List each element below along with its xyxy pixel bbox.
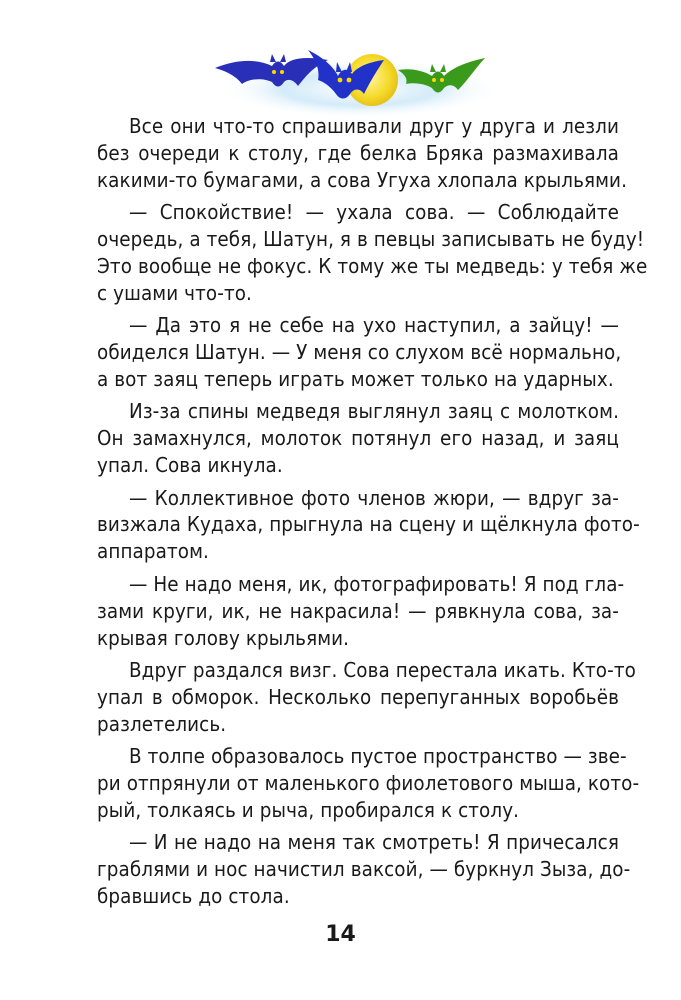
text-line: — Спокойствие! — ухала сова. — Соблюдайте [129, 200, 619, 225]
page-number: 14 [325, 922, 356, 947]
text-line: разлетелись. [97, 711, 227, 736]
paragraph [97, 312, 622, 393]
text-line: бравшись до стола. [97, 884, 290, 909]
text-line: а вот заяц теперь играть может только на ударных. [97, 367, 614, 392]
text-line: аппаратом. [97, 539, 209, 564]
paragraph [97, 829, 631, 910]
text-line: Это вообще не фокус. К тому же ты медведь: у тебя же [97, 253, 648, 278]
text-line: В толпе образовалось пустое пространство — зве- [129, 744, 627, 769]
text-line: с ушами что-то. [97, 280, 252, 305]
text-line: Вдруг раздался визг. Сова перестала икать. Кто-то [129, 657, 636, 682]
text-line: зами круги, ик, не накрасила! — рявкнула сова, за- [97, 598, 619, 623]
text-line: очередь, а тебя, Шатун, я в певцы записывать не буду! [97, 227, 645, 252]
text-line: Все они что-то спрашивали друг у друга и лезли [129, 114, 619, 138]
paragraph [97, 657, 636, 738]
text-line: обиделся Шатун. — У меня со слухом всё нормально, [97, 340, 622, 365]
text-line: — Не надо меня, ик, фотографировать! Я под гла- [129, 571, 625, 596]
story-text [97, 113, 648, 910]
text-line: граблями и нос начистил ваксой, — буркнул Зыза, до- [97, 857, 631, 882]
text-line: ри отпрянули от маленького фиолетового мыша, кото- [97, 770, 640, 795]
text-line: упал. Сова икнула. [97, 453, 283, 478]
paragraph [97, 199, 648, 307]
text-line: Он замахнулся, молоток потянул его назад, и заяц [97, 426, 619, 451]
text-line: какими-то бумагами, а сова Угуха хлопала крыльями. [97, 167, 627, 192]
paragraph [97, 113, 627, 194]
text-line: упал в обморок. Несколько перепуганных воробьёв [97, 684, 619, 709]
text-line: крывая голову крыльями. [97, 625, 350, 650]
text-line: визжала Кудаха, прыгнула на сцену и щёлкнула фото- [97, 512, 640, 537]
text-line: рый, толкаясь и рыча, пробирался к столу. [97, 797, 520, 822]
text-line: — Коллективное фото членов жюри, — вдруг за- [129, 485, 619, 510]
paragraph [97, 398, 619, 479]
text-line: — И не надо на меня так смотреть! Я причесался [129, 830, 619, 855]
paragraph [97, 571, 625, 652]
bats-illustration [200, 38, 500, 118]
text-line: Из-за спины медведя выглянул заяц с молотком. [129, 399, 619, 424]
text-line: — Да это я не себе на ухо наступил, а зайцу! — [129, 313, 619, 338]
paragraph [97, 743, 640, 824]
paragraph [97, 485, 640, 566]
text-line: без очереди к столу, где белка Бряка размахивала [97, 140, 619, 165]
